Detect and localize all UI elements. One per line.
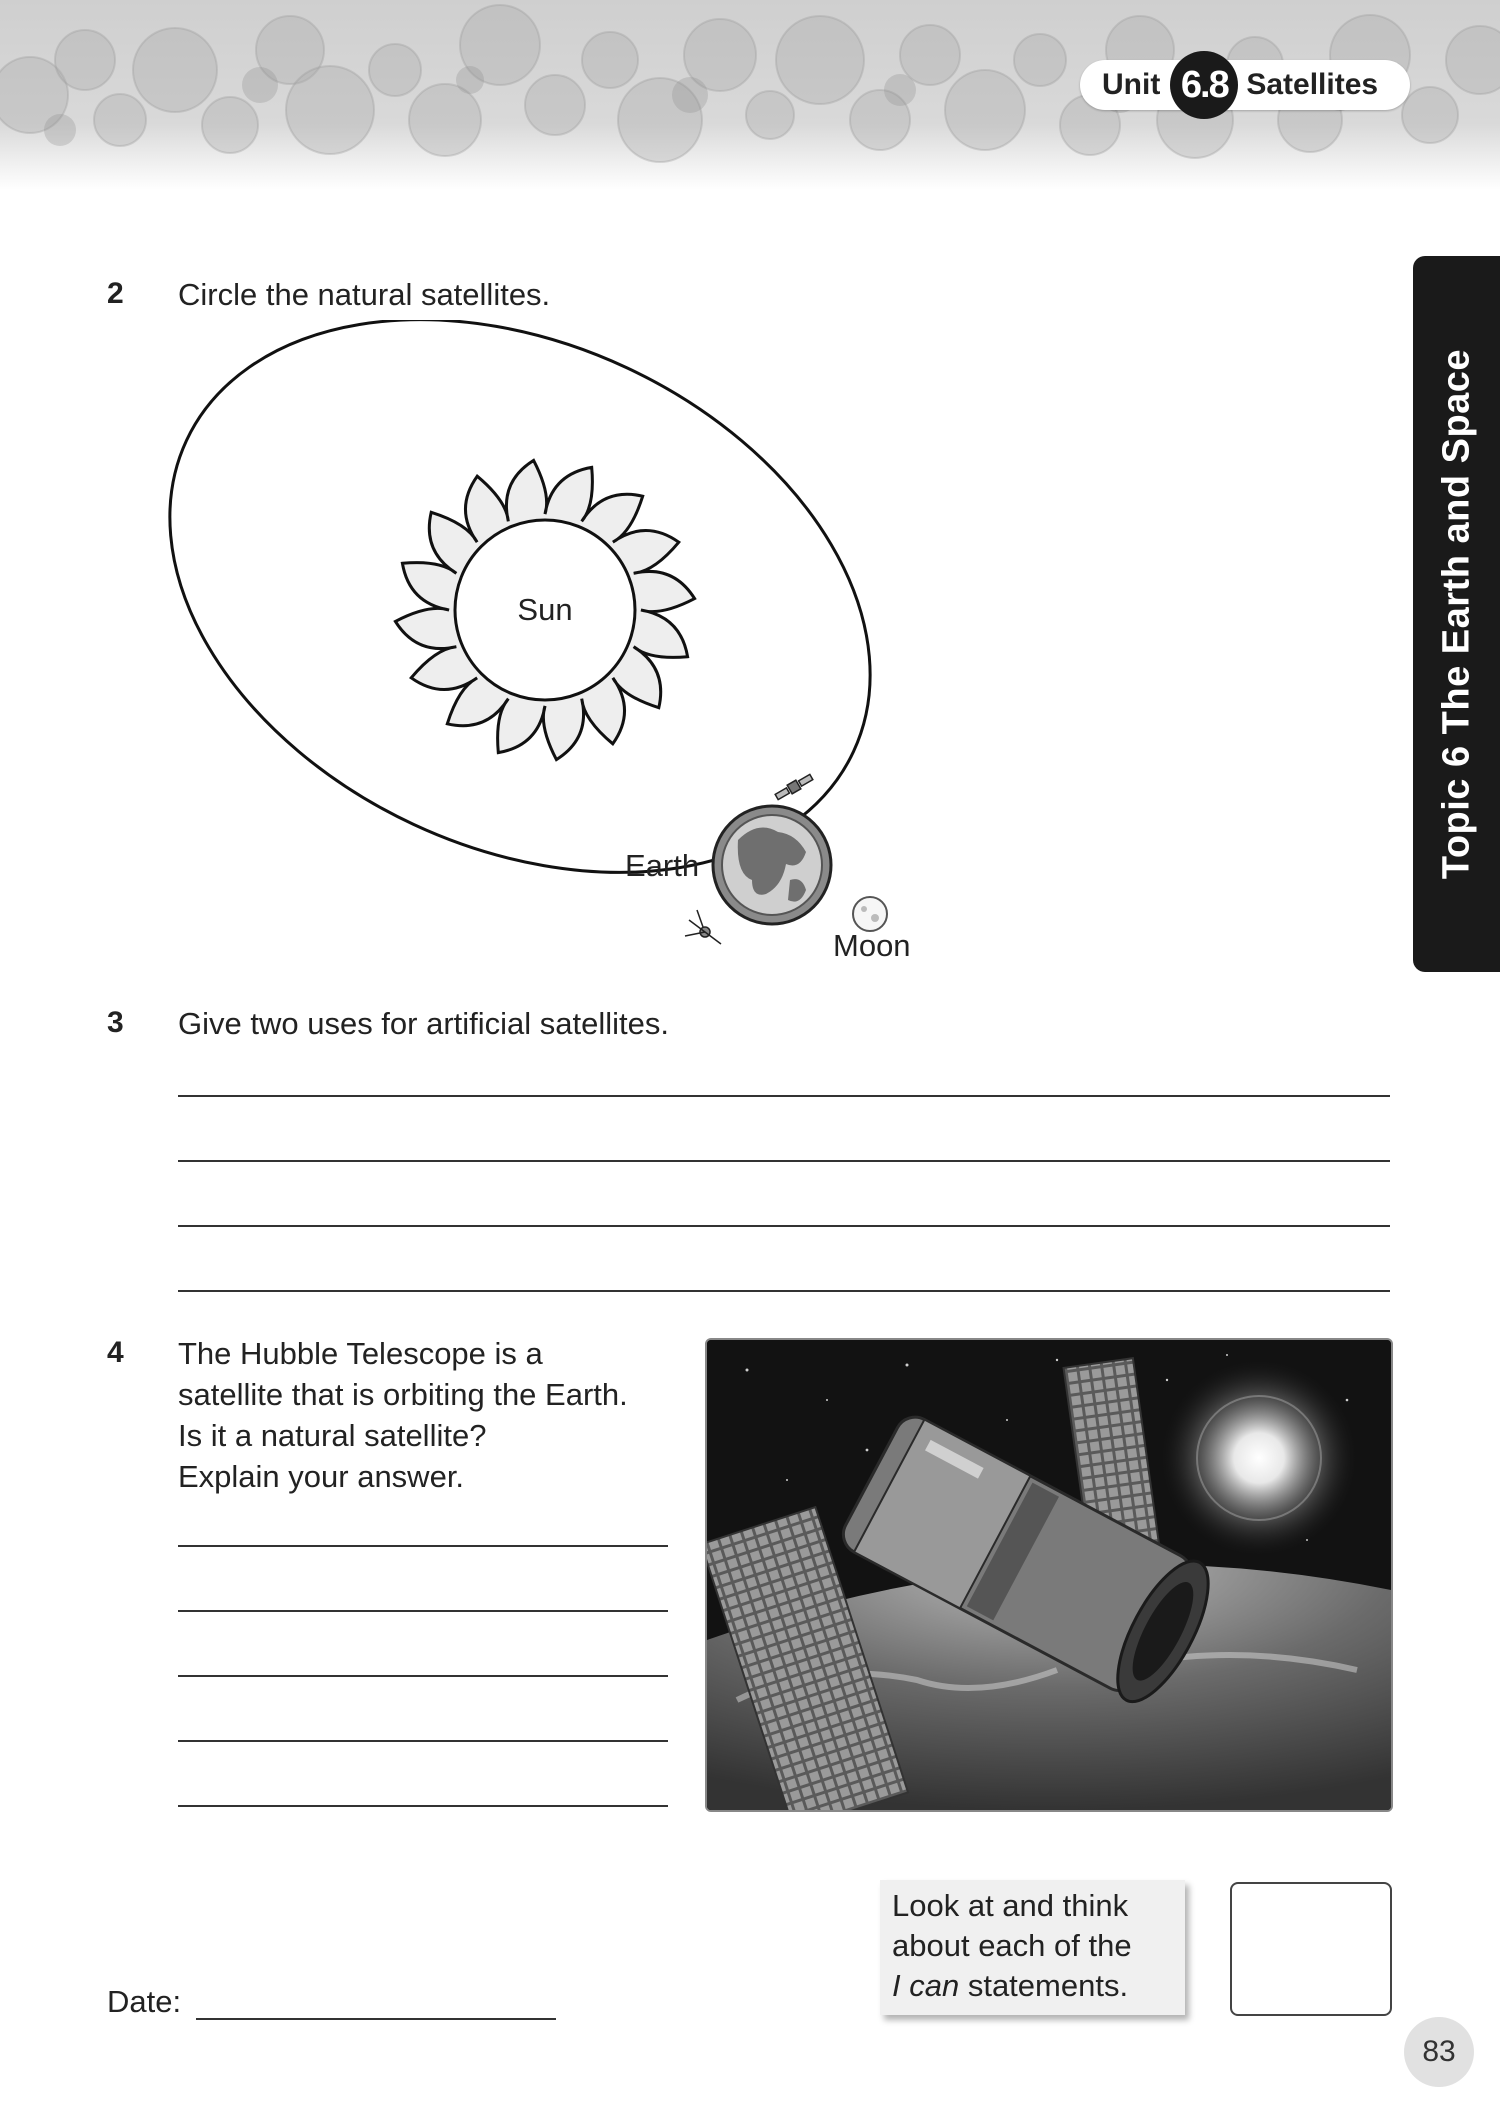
question-2-number: 2 [107,277,124,310]
note-line-3 [892,1966,1173,2006]
question-4-text [178,1333,628,1497]
artificial-satellite-icon-1 [774,773,814,802]
question-4-line-3: Is it a natural satellite? [178,1418,487,1453]
artificial-satellite-icon-2 [685,910,721,944]
note-rest-text: statements. [959,1968,1129,2003]
orbit-diagram [150,320,950,980]
note-italic-text: I can [892,1968,960,2003]
hubble-illustration [707,1340,1391,1810]
page-number: 83 [1404,2017,1474,2087]
answer-line-q4-4[interactable] [178,1740,668,1742]
question-2-text: Circle the natural satellites. [178,277,551,312]
unit-number: 6.8 [1170,51,1238,119]
unit-label: Unit [1102,68,1161,101]
answer-line-q4-1[interactable] [178,1545,668,1547]
unit-badge [1080,60,1410,110]
hubble-telescope-photo [705,1338,1393,1812]
answer-line-q3-2[interactable] [178,1160,1390,1162]
answer-line-q3-1[interactable] [178,1095,1390,1097]
moon-label: Moon [833,928,911,963]
question-3-number: 3 [107,1006,124,1039]
question-4-line-2: satellite that is orbiting the Earth. [178,1377,628,1412]
topic-label: Topic 6 The Earth and Space [1435,348,1477,880]
question-4-line-1: The Hubble Telescope is a [178,1336,543,1371]
date-label: Date: [107,1984,182,2019]
question-4-line-4: Explain your answer. [178,1459,465,1494]
question-4-number: 4 [107,1336,124,1369]
earth-icon [713,806,831,924]
earth-label: Earth [625,848,700,883]
question-3-text: Give two uses for artificial satellites. [178,1006,670,1041]
moon-icon [853,897,887,931]
answer-line-q4-3[interactable] [178,1675,668,1677]
date-input-line[interactable] [196,2018,556,2020]
answer-line-q4-2[interactable] [178,1610,668,1612]
answer-line-q3-4[interactable] [178,1290,1390,1292]
note-line-2: about each of the [892,1928,1132,1963]
answer-line-q3-3[interactable] [178,1225,1390,1227]
note-line-1: Look at and think [892,1888,1129,1923]
unit-title: Satellites [1246,68,1379,101]
answer-line-q4-5[interactable] [178,1805,668,1807]
self-assessment-box[interactable] [1230,1882,1392,2016]
i-can-note [880,1880,1185,2015]
sun-label: Sun [517,592,573,627]
topic-side-tab [1413,256,1500,972]
